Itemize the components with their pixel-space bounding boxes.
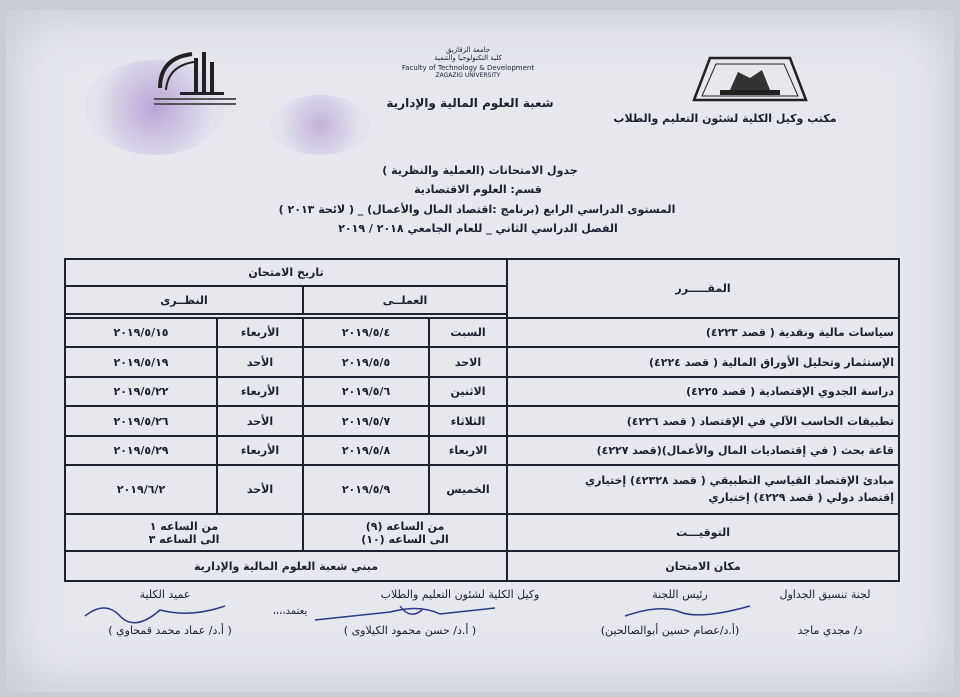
practical-date: ٢٠١٩/٥/٤: [303, 318, 429, 347]
title-line-2: قسم: العلوم الاقتصادية: [414, 183, 542, 196]
table-row: [65, 377, 899, 406]
theory-day: الأحد: [217, 406, 303, 435]
theory-date: ٢٠١٩/٦/٢: [65, 465, 217, 513]
course-name: قاعة بحث ( في إقتصاديات المال والأعمال)(قصد ٤٢٢٧): [507, 436, 899, 465]
theory-day: الأربعاء: [217, 377, 303, 406]
place-row: [65, 551, 899, 581]
sig-chair-title: رئيس اللجنة: [652, 588, 708, 601]
practical-time-to: الى الساعه (١٠): [361, 532, 449, 546]
course-name-line-1: مبادئ الإقتصاد القياسي التطبيقي ( قصد ٤٢٣٢٨) إختياري: [584, 474, 895, 488]
university-logo: [690, 50, 810, 104]
header-office: مكتب وكيل الكلية لشئون التعليم والطلاب: [613, 112, 837, 125]
header-university-en: ZAGAZIG UNIVERSITY: [435, 72, 501, 79]
ink-stamp: [270, 95, 370, 155]
course-name-line-2: إقتصاد دولي ( قصد ٤٢٢٩) إختياري: [708, 491, 895, 505]
theory-date: ٢٠١٩/٥/١٩: [65, 347, 217, 376]
practical-date: ٢٠١٩/٥/٨: [303, 436, 429, 465]
table-row: [65, 347, 899, 376]
practical-time-from: من الساعه (٩): [365, 519, 445, 533]
course-name: دراسة الجدوي الإقتصادية ( قصد ٤٢٢٥): [507, 377, 899, 406]
sig-chair-name: (أ.د/عصام حسين أبوالصالحين): [600, 624, 740, 637]
course-name: الإستثمار وتحليل الأوراق المالية ( قصد ٤٢٢٤): [507, 347, 899, 376]
course-header: المقـــــرر: [507, 259, 899, 318]
place-label: مكان الامتحان: [507, 551, 899, 581]
header-faculty-ar: كلية التكنولوجيا والتنمية: [434, 54, 502, 62]
practical-day: الخميس: [429, 465, 507, 513]
practical-timing: [303, 514, 507, 552]
header-division: شعبة العلوم المالية والإدارية: [386, 96, 554, 110]
faculty-logo: [150, 48, 240, 110]
table-row: [65, 318, 899, 347]
practical-date: ٢٠١٩/٥/٦: [303, 377, 429, 406]
place-value: مبني شعبة العلوم المالية والإدارية: [65, 551, 507, 581]
theory-header: النظــرى: [65, 286, 303, 313]
table-row: [65, 465, 899, 513]
header-faculty-en: Faculty of Technology & Development: [401, 64, 535, 72]
theory-time-to: الى الساعه ٣: [148, 532, 220, 546]
sig-committee-title: لجنة تنسيق الجداول: [779, 588, 871, 601]
theory-date: ٢٠١٩/٥/٢٩: [65, 436, 217, 465]
signature-mark: [620, 600, 760, 622]
practical-day: الثلاثاء: [429, 406, 507, 435]
theory-date: ٢٠١٩/٥/٢٦: [65, 406, 217, 435]
sig-dean-title: عميد الكلية: [139, 588, 191, 601]
theory-day: الأحد: [217, 347, 303, 376]
theory-time-from: من الساعه ١: [149, 519, 219, 533]
signature-mark: [80, 598, 230, 624]
course-name: تطبيقات الحاسب الآلي في الإقتصاد ( قصد ٤٢٢٦): [507, 406, 899, 435]
sig-vicedean-name: ( أ.د/ حسن محمود الكيلاوى ): [343, 624, 477, 637]
exam-schedule-table: [64, 258, 900, 582]
sig-dean-name: ( أ.د/ عماد محمد قمحاوي ): [108, 624, 232, 637]
timing-row: [65, 514, 899, 552]
theory-timing: [65, 514, 303, 552]
practical-day: الاثنين: [429, 377, 507, 406]
exam-date-header: تاريخ الامتحان: [65, 259, 507, 286]
practical-day: الاربعاء: [429, 436, 507, 465]
practical-date: ٢٠١٩/٥/٧: [303, 406, 429, 435]
theory-day: الأحد: [217, 465, 303, 513]
table-row: [65, 406, 899, 435]
sig-committee-name: د/ مجدي ماجد: [797, 624, 863, 637]
practical-header: العملــى: [303, 286, 507, 313]
theory-day: الأربعاء: [217, 436, 303, 465]
course-name: [507, 465, 899, 513]
title-line-1: جدول الامتحانات (العملية والنظرية ): [382, 164, 578, 177]
table-row: [65, 436, 899, 465]
course-name: سياسات مالية ونقدية ( قصد ٤٢٢٣): [507, 318, 899, 347]
theory-date: ٢٠١٩/٥/١٥: [65, 318, 217, 347]
sig-vicedean-title: وكيل الكلية لشئون التعليم والطلاب: [380, 588, 540, 601]
sig-vicedean-note: يعتمد،،،،: [272, 606, 308, 617]
title-line-3: المستوى الدراسي الرابع (برنامج :اقتصاد المال والأعمال) _ ( لائحة ٢٠١٣ ): [278, 203, 676, 216]
header-university-ar: جامعة الزقازيق: [445, 46, 491, 54]
theory-day: الأربعاء: [217, 318, 303, 347]
title-line-4: الفصل الدراسي الثاني _ للعام الجامعي ٢٠١٨ / ٢٠١٩: [338, 222, 618, 235]
timing-label: التوقيـــت: [507, 514, 899, 552]
signature-mark: [310, 600, 500, 626]
practical-date: ٢٠١٩/٥/٩: [303, 465, 429, 513]
practical-day: الاحد: [429, 347, 507, 376]
theory-date: ٢٠١٩/٥/٢٢: [65, 377, 217, 406]
practical-date: ٢٠١٩/٥/٥: [303, 347, 429, 376]
practical-day: السبت: [429, 318, 507, 347]
